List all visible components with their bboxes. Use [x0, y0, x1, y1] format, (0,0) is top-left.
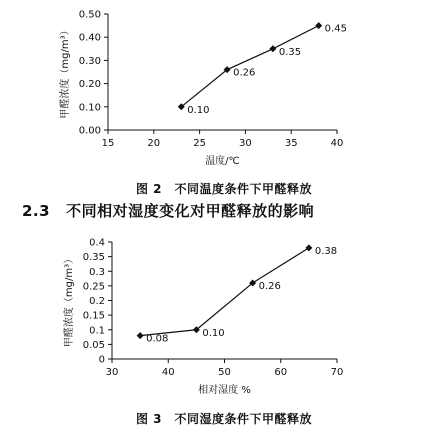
chart2-x-tick-label: 30 [105, 367, 119, 378]
figure-3-chart [0, 228, 448, 408]
chart1-x-tick-label: 40 [330, 138, 344, 149]
chart1-data-label: 0.10 [187, 104, 210, 116]
chart1-y-tick-label: 0.30 [78, 55, 101, 67]
chart1-y-tick-label: 0.00 [78, 125, 101, 137]
chart2-data-point [137, 332, 144, 339]
chart2-x-axis-label: 相对湿度 % [198, 385, 251, 396]
chart2-y-axis-label: 甲醛浓度（mg/m³） [64, 253, 75, 348]
chart2-y-tick-label: 0.2 [89, 296, 105, 307]
figure-3 [0, 228, 448, 408]
chart1-y-tick-label: 0.10 [78, 102, 101, 114]
figure-2-chart [0, 0, 448, 175]
chart2-x-tick-label: 50 [218, 367, 231, 378]
chart2-series-line [140, 248, 309, 336]
chart1-y-tick-label: 0.50 [78, 9, 101, 21]
chart1-x-tick-label: 30 [239, 138, 252, 149]
chart2-y-tick-label: 0.3 [89, 266, 105, 278]
chart1-x-tick-label: 35 [284, 138, 298, 149]
chart2-y-tick-label: 0.05 [82, 339, 105, 351]
chart2-y-tick-label: 0.15 [82, 310, 105, 322]
chart2-y-tick-label: 0.35 [82, 252, 105, 264]
section-number: 2.3 [22, 202, 51, 220]
chart1-x-tick-label: 15 [101, 138, 115, 149]
chart2-y-tick-label: 0.25 [82, 281, 105, 293]
chart2-y-tick-label: 0.4 [89, 237, 105, 249]
chart1-data-point [315, 22, 322, 29]
chart1-data-label: 0.35 [278, 46, 302, 58]
chart2-y-tick-label: 0 [98, 354, 105, 366]
chart1-x-axis-label: 温度/℃ [205, 156, 240, 167]
figure-2 [0, 0, 448, 175]
figure-2-caption: 图 2 不同温度条件下甲醛释放 [135, 182, 313, 196]
chart1-data-point [269, 45, 276, 52]
chart1-y-axis-label: 甲醛浓度（mg/m³） [60, 25, 71, 119]
chart2-data-point [305, 244, 312, 251]
chart2-data-label: 0.10 [202, 327, 225, 339]
chart1-y-tick-label: 0.40 [78, 32, 101, 44]
chart2-x-tick-label: 70 [330, 367, 344, 378]
chart2-x-tick-label: 60 [274, 367, 288, 378]
chart2-y-tick-label: 0.1 [89, 325, 105, 337]
chart1-x-tick-label: 20 [147, 138, 161, 149]
chart1-data-label: 0.45 [324, 23, 347, 35]
chart1-y-tick-label: 0.20 [78, 79, 101, 91]
chart1-series-line [181, 26, 318, 107]
chart1-x-tick-label: 25 [193, 138, 206, 149]
section-heading [22, 200, 314, 221]
figure-3-caption: 图 3 不同湿度条件下甲醛释放 [135, 412, 313, 426]
chart2-data-label: 0.08 [146, 333, 169, 345]
section-title: 不同相对湿度变化对甲醛释放的影响 [66, 202, 315, 220]
chart2-data-label: 0.38 [314, 245, 338, 257]
chart2-x-tick-label: 40 [161, 367, 175, 378]
chart1-data-label: 0.26 [233, 67, 256, 79]
chart2-data-label: 0.26 [258, 280, 281, 292]
